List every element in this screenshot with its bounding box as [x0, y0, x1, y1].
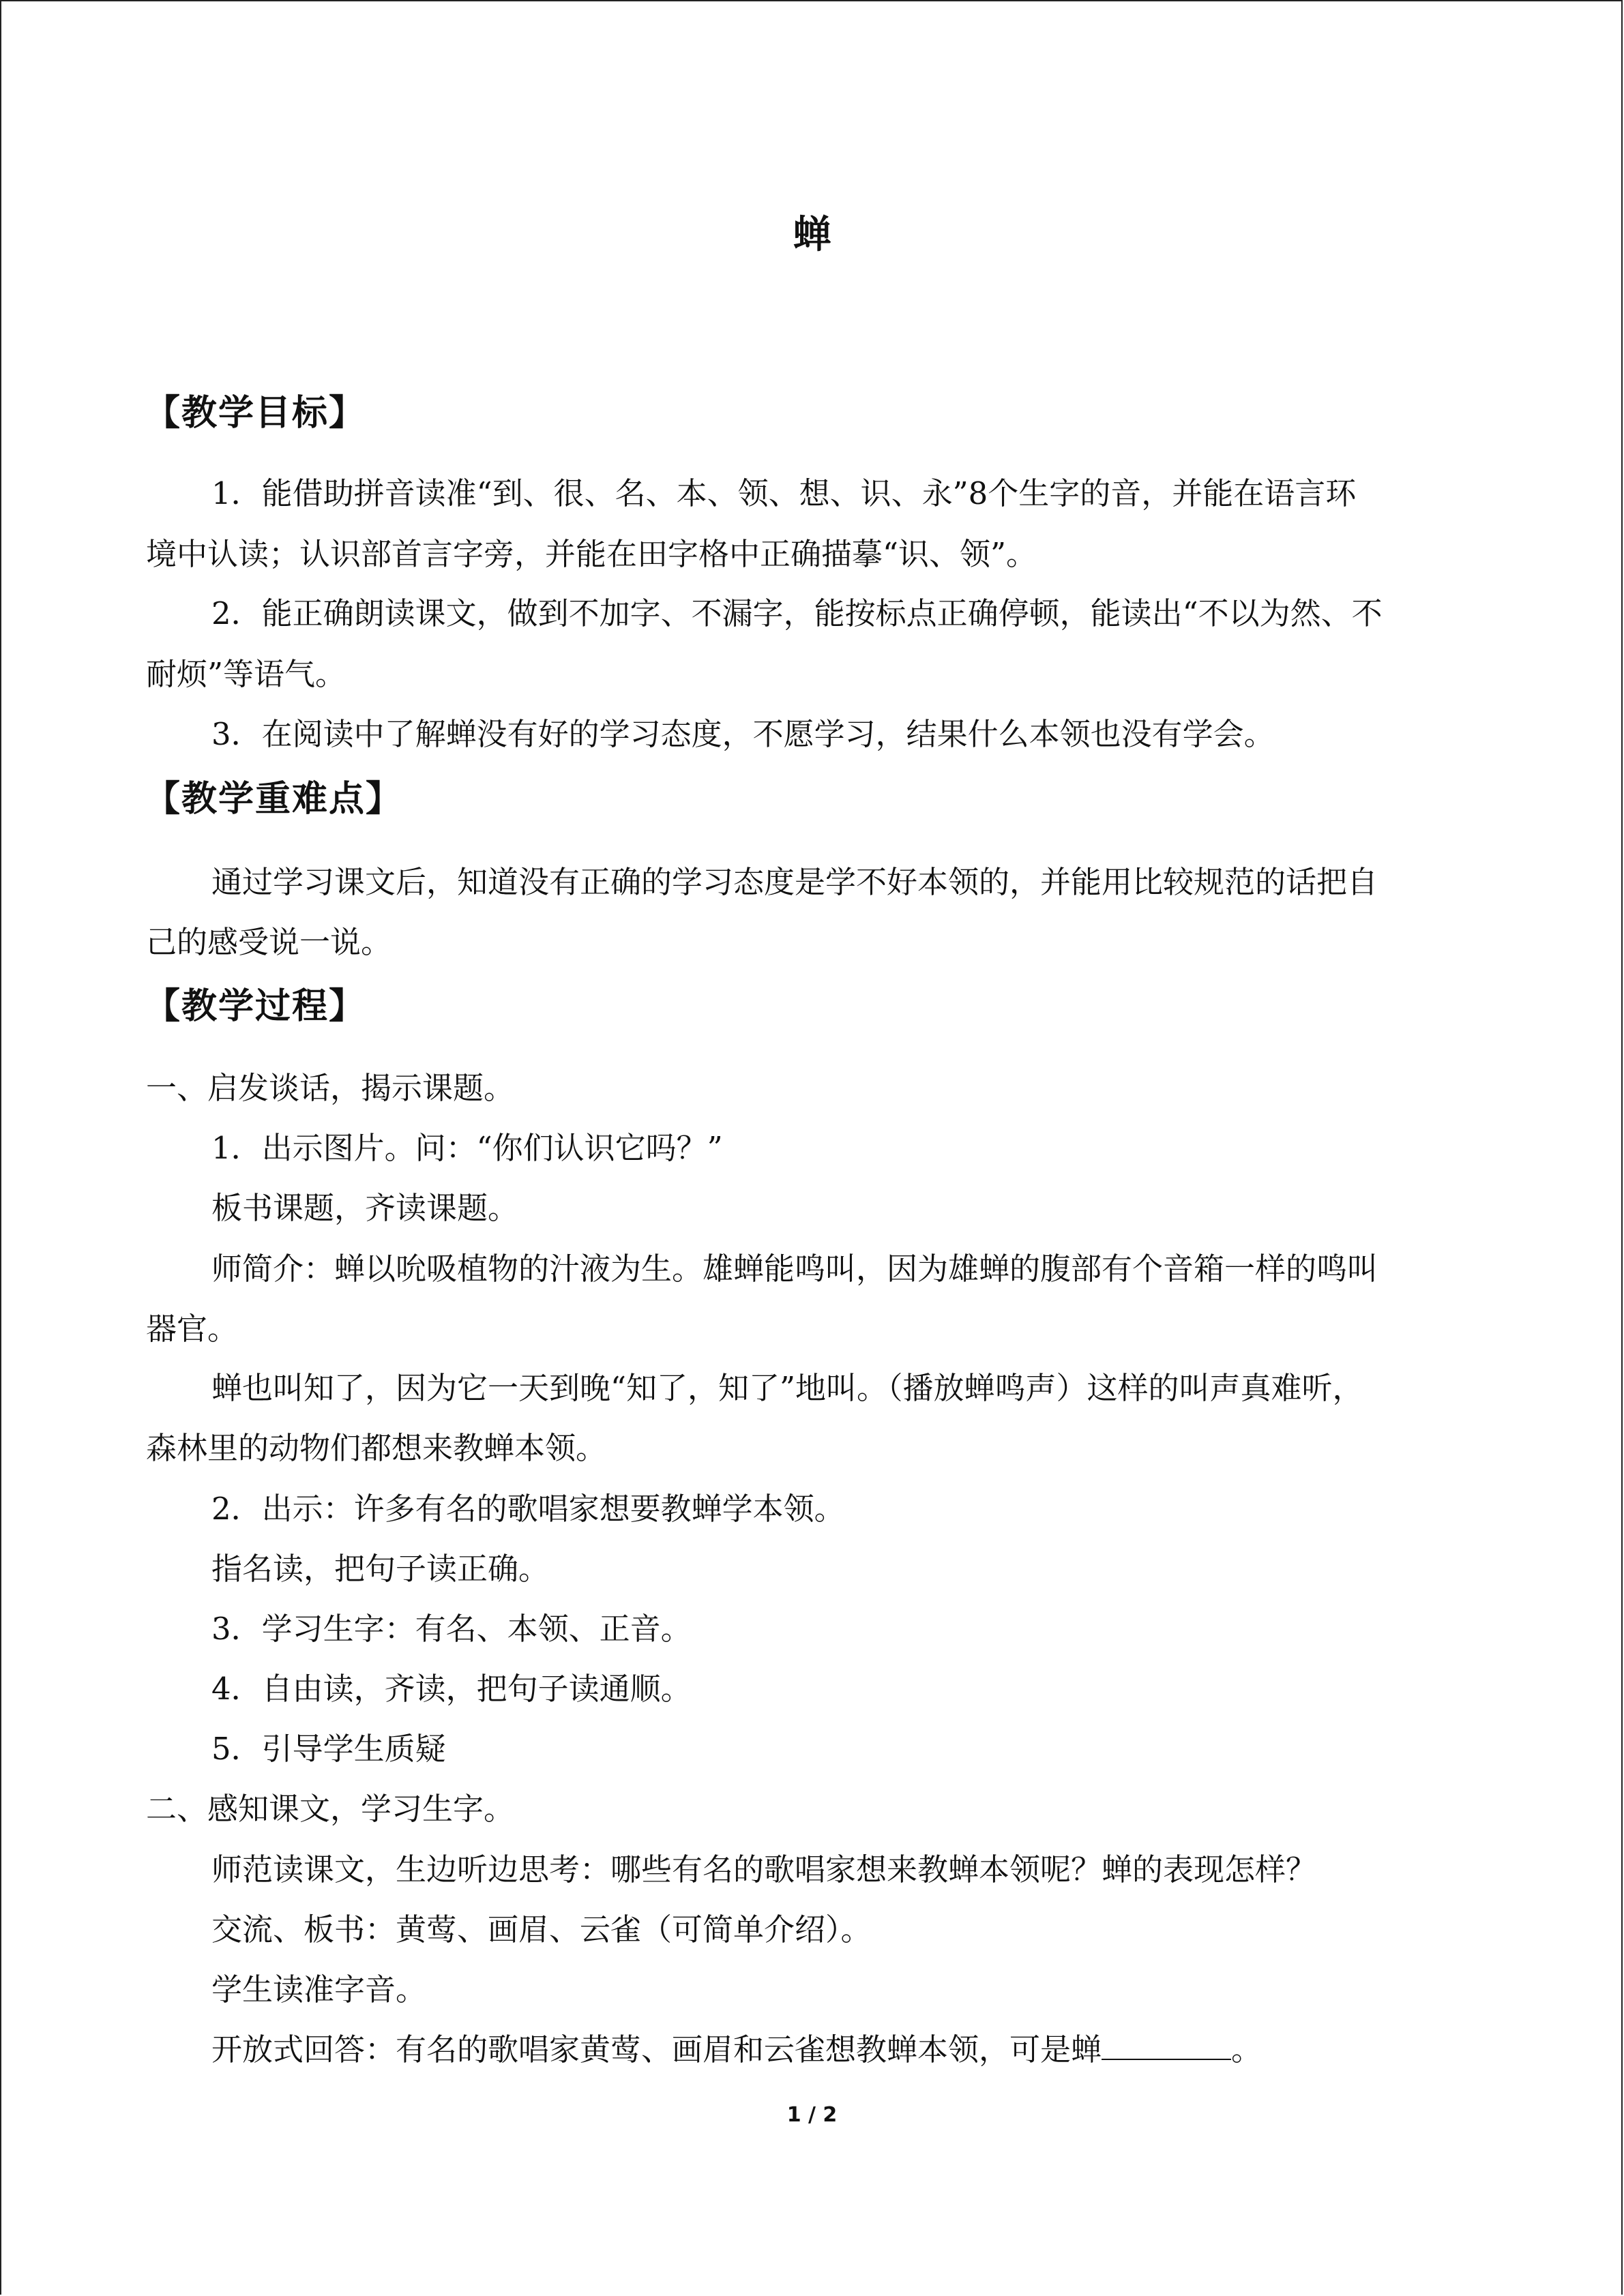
- process-line-15: 交流、板书：黄莺、画眉、云雀（可简单介绍）。: [211, 1911, 872, 1948]
- process-line-7: 森林里的动物们都想来教蝉本领。: [146, 1430, 607, 1466]
- goals-line-4: 耐烦”等语气。: [146, 656, 346, 692]
- key-points-line-2: 己的感受说一说。: [146, 924, 392, 960]
- process-line-14: 师范读课文，生边听边思考：哪些有名的歌唱家想来教蝉本领呢？蝉的表现怎样？: [211, 1851, 1317, 1888]
- key-points-line-1: 通过学习课文后，知道没有正确的学习态度是学不好本领的，并能用比较规范的话把自: [211, 864, 1378, 900]
- process-line-8: 2．出示：许多有名的歌唱家想要教蝉学本领。: [211, 1491, 845, 1527]
- answer-blank: [1102, 2029, 1231, 2060]
- process-line-9: 指名读，把句子读正确。: [211, 1551, 550, 1587]
- document-title: 蝉: [793, 213, 831, 257]
- process-line-3: 板书课题，齐读课题。: [211, 1190, 519, 1226]
- page-number: 1 / 2: [786, 2103, 838, 2127]
- process-line-10: 3．学习生字：有名、本领、正音。: [211, 1611, 692, 1647]
- process-line-2: 1．出示图片。问：“你们认识它吗？”: [211, 1130, 723, 1166]
- process-line-12: 5．引导学生质疑: [211, 1731, 446, 1767]
- process-line-4: 师简介：蝉以吮吸植物的汁液为生。雄蝉能鸣叫，因为雄蝉的腹部有个音箱一样的鸣叫: [211, 1251, 1378, 1287]
- process-line-13: 二、感知课文，学习生字。: [146, 1791, 515, 1827]
- section-heading-key-points: 【教学重难点】: [145, 779, 403, 820]
- goals-line-1: 1．能借助拼音读准“到、很、名、本、领、想、识、永”8个生字的音，并能在语言环: [211, 475, 1357, 511]
- goals-line-3: 2．能正确朗读课文，做到不加字、不漏字，能按标点正确停顿，能读出“不以为然、不: [211, 595, 1383, 631]
- process-line-17-text: 开放式回答：有名的歌唱家黄莺、画眉和云雀想教蝉本领，可是蝉: [211, 2031, 1102, 2068]
- section-heading-goals: 【教学目标】: [145, 393, 366, 434]
- process-line-5: 器官。: [146, 1311, 239, 1347]
- process-line-17-end: 。: [1231, 2031, 1263, 2068]
- section-heading-process: 【教学过程】: [145, 986, 366, 1027]
- process-line-1: 一、启发谈话，揭示课题。: [146, 1070, 515, 1106]
- goals-line-2: 境中认读；认识部首言字旁，并能在田字格中正确描摹“识、领”。: [146, 536, 1037, 572]
- process-line-6: 蝉也叫知了，因为它一天到晚“知了，知了”地叫。（播放蝉鸣声）这样的叫声真难听，: [211, 1370, 1363, 1406]
- process-line-11: 4．自由读，齐读，把句子读通顺。: [211, 1671, 692, 1707]
- goals-line-5: 3．在阅读中了解蝉没有好的学习态度，不愿学习，结果什么本领也没有学会。: [211, 716, 1275, 752]
- process-line-17: [211, 2028, 1262, 2072]
- process-line-16: 学生读准字音。: [211, 1971, 427, 2008]
